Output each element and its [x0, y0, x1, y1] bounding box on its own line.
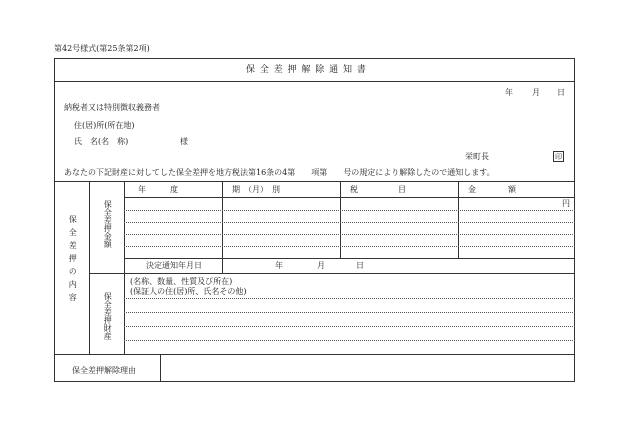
- date-day-label: 日: [557, 88, 565, 97]
- amount-row-line: [124, 246, 575, 247]
- table-header-underline: [124, 197, 575, 198]
- date-year-label: 年: [505, 88, 513, 97]
- header-period: 期 （月） 別: [232, 185, 280, 194]
- amount-label: 保全差押金額: [103, 200, 113, 248]
- seal-stamp: 印: [555, 152, 562, 161]
- decision-date-divider: [222, 258, 223, 273]
- header-fiscal-year: 年 度: [138, 185, 178, 194]
- release-reason-divider: [160, 354, 161, 382]
- amount-table-bottom: [124, 258, 575, 259]
- property-note-guarantor: (保証人の住(居)所、氏名その他): [130, 287, 247, 296]
- property-label-divider: [124, 273, 125, 354]
- taxpayer-label: 納税者又は特別徴収義務者: [64, 103, 160, 112]
- form-title: 保 全 差 押 解 除 通 知 書: [246, 65, 367, 75]
- amount-row-line: [124, 222, 575, 223]
- decision-month-label: 月: [317, 261, 325, 270]
- property-row-line: [124, 298, 575, 299]
- title-divider: [54, 81, 575, 82]
- header-divider: [54, 181, 575, 182]
- release-reason-label: 保全差押解除理由: [72, 366, 136, 375]
- form-number: 第42号様式(第25条第2項): [54, 44, 150, 53]
- date-month-label: 月: [532, 88, 540, 97]
- decision-date-label: 決定通知年月日: [146, 261, 202, 270]
- property-row-line: [124, 312, 575, 313]
- notice-body-text: あなたの下記財産に対してした保全差押を地方税法第16条の4第 項第 号の規定により解除したので通知します。: [64, 168, 495, 177]
- amount-section-bottom: [89, 273, 575, 274]
- property-row-line: [124, 340, 575, 341]
- currency-unit: 円: [562, 199, 570, 208]
- amount-row-line: [124, 210, 575, 211]
- section-label: 保全差押の内容: [68, 215, 78, 306]
- header-amount: 金 額: [468, 185, 516, 194]
- header-tax-item: 税 目: [350, 185, 406, 194]
- property-label: 保全差押財産: [103, 292, 113, 340]
- decision-day-label: 日: [356, 261, 364, 270]
- address-label: 住(居)所(所在地): [74, 121, 135, 130]
- amount-row-line: [124, 234, 575, 235]
- name-label: 氏 名(名 称): [74, 137, 129, 146]
- content-section-bottom: [54, 354, 575, 355]
- honorific: 様: [180, 137, 188, 146]
- decision-year-label: 年: [275, 261, 283, 270]
- issuer-name: 栄町長: [465, 152, 489, 161]
- property-note-name: (名称、数量、性質及び所在): [130, 277, 233, 286]
- amount-label-divider: [124, 181, 125, 273]
- property-row-line: [124, 326, 575, 327]
- section-column-divider: [89, 181, 90, 354]
